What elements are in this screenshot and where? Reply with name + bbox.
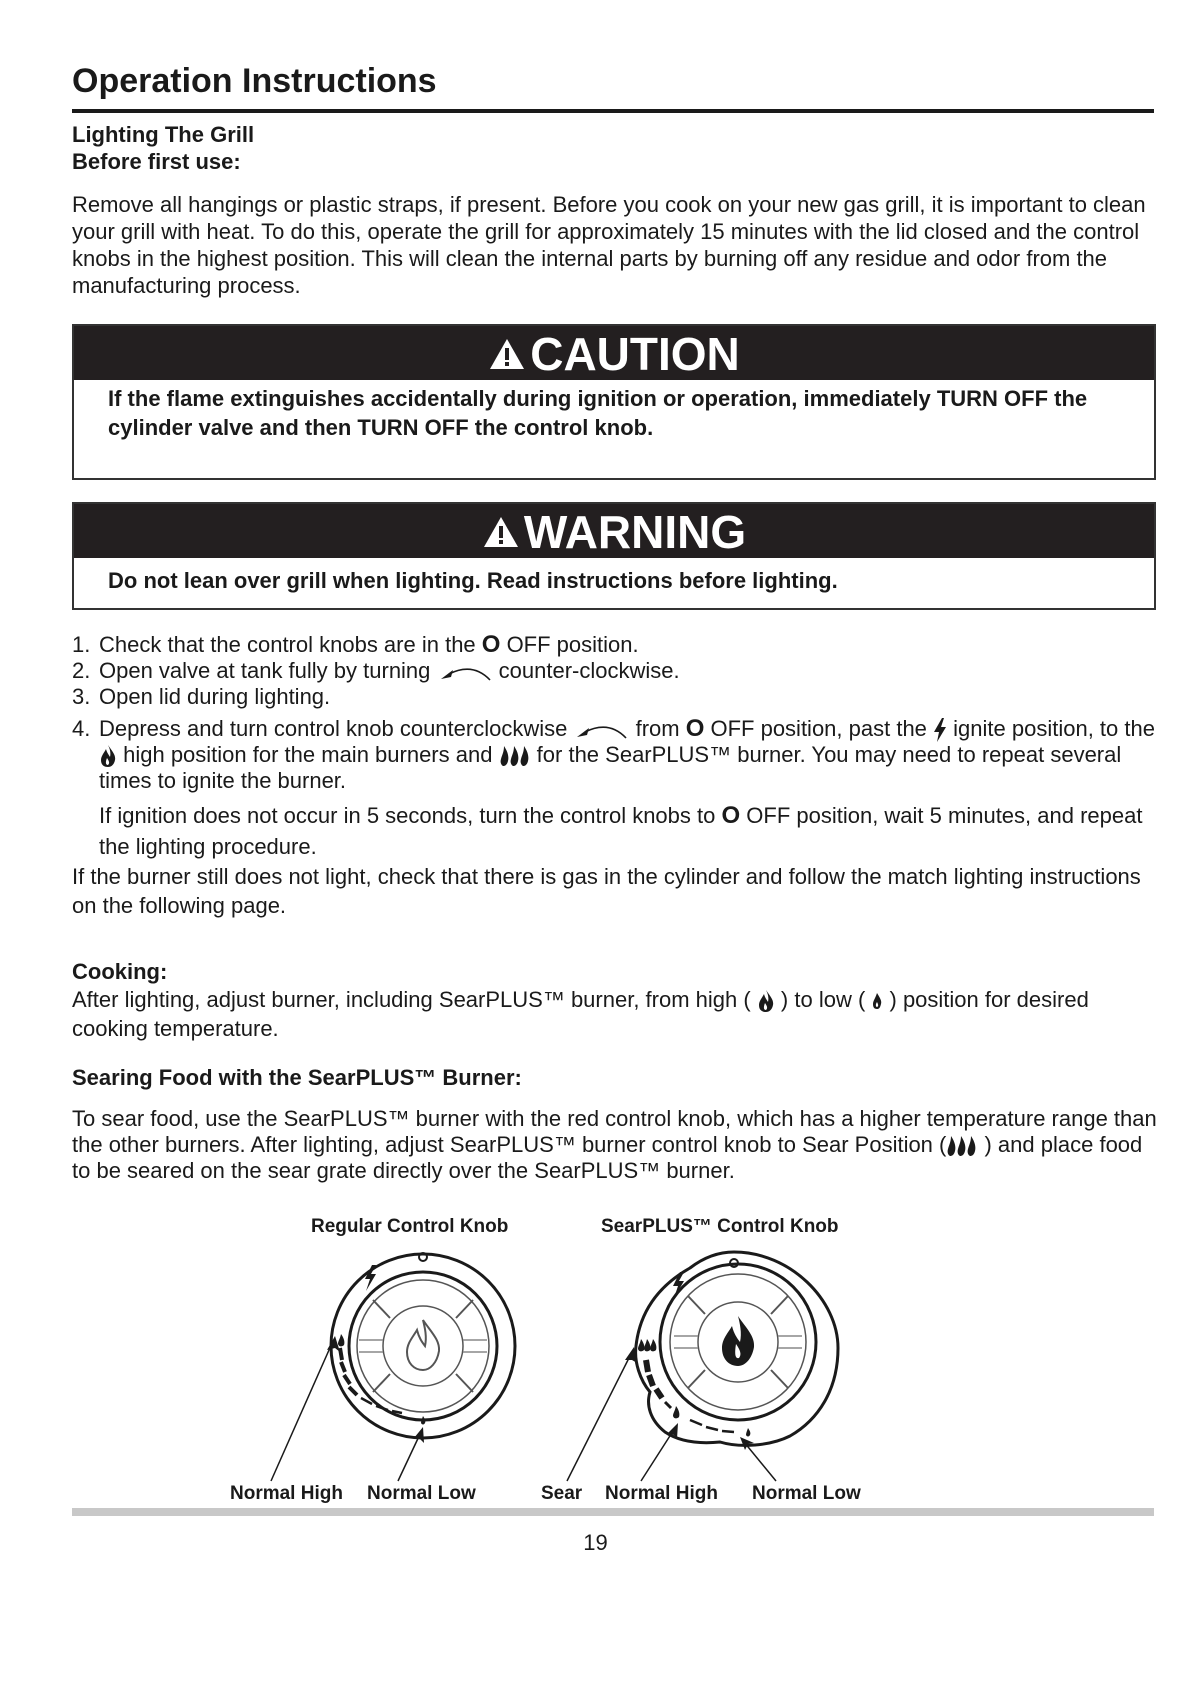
- caution-text: If the flame extinguishes accidentally during ignition or operation, immediately TURN OFF the cylinder valve and then TURN OFF the control knob.: [108, 386, 1088, 440]
- step-text: OFF position, past the: [704, 716, 934, 741]
- page-number: 19: [583, 1530, 608, 1555]
- flame-low-icon: [746, 1428, 750, 1437]
- step-text: Depress and turn control knob counterclockwise: [99, 716, 574, 741]
- searplus-knob-title: SearPLUS™ Control Knob: [601, 1216, 839, 1237]
- off-symbol: O: [481, 631, 501, 658]
- cooking-heading: Cooking:: [72, 959, 168, 984]
- step-text: counter-clockwise.: [492, 658, 680, 683]
- regular-knob-title: Regular Control Knob: [311, 1216, 509, 1237]
- off-symbol: O: [685, 715, 705, 742]
- before-first-use-heading: Before first use:: [72, 149, 241, 174]
- still-not-light-note: If the burner still does not light, check that there is gas in the cylinder and follow the match lighting instructions on the following page.: [72, 864, 1141, 919]
- step-text: ignite position, to the: [947, 716, 1155, 741]
- page-title: Operation Instructions: [72, 62, 1154, 113]
- step-number: 3.: [72, 684, 91, 709]
- label-normal-low: Normal Low: [752, 1483, 861, 1504]
- flame-high-icon: [338, 1334, 344, 1346]
- step-text: Open valve at tank fully by turning: [99, 658, 437, 683]
- step-number: 2.: [72, 658, 91, 683]
- cooking-text: ) position for desired cooking temperature.: [72, 987, 1089, 1041]
- step-text: OFF position, wait 5 minutes, and repeat the lighting procedure.: [99, 803, 1143, 860]
- searing-text: To sear food, use the SearPLUS™ burner with the red control knob, which has a higher temperature range than the other burners. After lighting, adjust SearPLUS™ burner control knob to Sear Position (: [72, 1106, 1157, 1157]
- step-text: Check that the control knobs are in the: [99, 632, 482, 657]
- step-text: for the SearPLUS™ burner. You may need to repeat several times to ignite the burner.: [99, 742, 1122, 794]
- caution-heading: CAUTION: [530, 328, 740, 380]
- step-text: from: [629, 716, 686, 741]
- label-normal-high: Normal High: [230, 1483, 343, 1504]
- step-number: 1.: [72, 632, 91, 657]
- step-number: 4.: [72, 716, 91, 741]
- off-symbol: O: [721, 802, 741, 830]
- flame-high-icon: [673, 1406, 679, 1418]
- searing-heading: Searing Food with the SearPLUS™ Burner:: [72, 1065, 522, 1090]
- triple-flame-sear-icon: [638, 1339, 656, 1351]
- section-title: Lighting The Grill: [72, 122, 255, 147]
- step-text: high position for the main burners and: [117, 742, 499, 768]
- searplus-control-knob: [567, 1252, 838, 1481]
- step-text: Open lid during lighting.: [99, 684, 331, 709]
- cooking-text: ) to low (: [774, 987, 872, 1012]
- label-normal-low: Normal Low: [367, 1483, 476, 1504]
- label-normal-high: Normal High: [605, 1483, 718, 1504]
- cooking-text: After lighting, adjust burner, including SearPLUS™ burner, from high (: [72, 987, 757, 1012]
- step-text: OFF position.: [500, 632, 639, 657]
- step-text: If ignition does not occur in 5 seconds, turn the control knobs to: [99, 803, 722, 829]
- regular-control-knob: [271, 1253, 515, 1481]
- searing-text: ) and place food to be seared on the sear grate directly over the SearPLUS™ burner.: [72, 1132, 1143, 1184]
- label-sear: Sear: [541, 1483, 583, 1504]
- warning-text: Do not lean over grill when lighting. Read instructions before lighting.: [108, 568, 838, 593]
- warning-heading: WARNING: [523, 506, 747, 558]
- intro-paragraph: Remove all hangings or plastic straps, if present. Before you cook on your new gas grill, it is important to clean your grill with heat. To do this, operate the grill for approximately 15 minutes with the lid closed and the control knobs in the highest position. This will clean the internal parts by burning off any residue and odor from the manufacturing process.: [72, 192, 1146, 298]
- flame-low-icon: [421, 1416, 425, 1425]
- footer-rule: [72, 1508, 1154, 1516]
